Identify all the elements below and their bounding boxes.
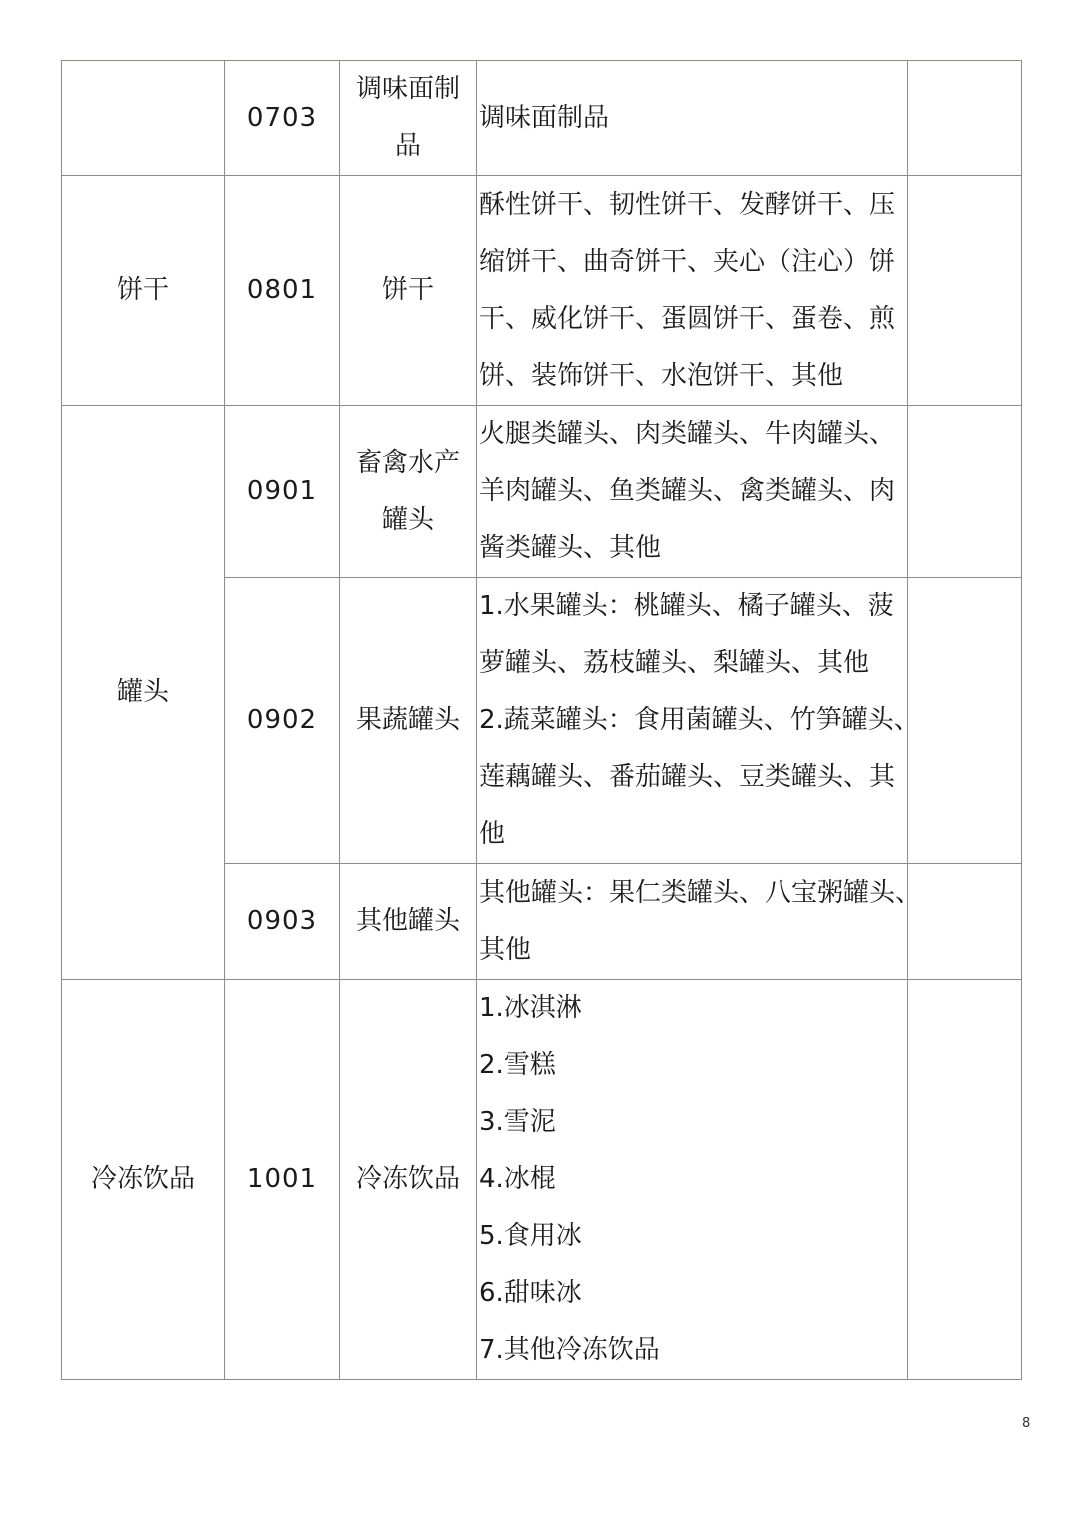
table-row [62,980,1022,1380]
category-cell: 罐头 [62,406,225,980]
description-cell [477,176,908,406]
description-line: 2.蔬菜罐头：食用菌罐头、竹笋罐头、 [479,705,920,735]
name-cell: 饼干 [340,176,477,406]
description-line: 莲藕罐头、番茄罐头、豆类罐头、其 [479,762,896,792]
table-row [62,61,1022,176]
description-line: 调味面制品 [479,102,610,133]
remarks-cell [908,61,1022,176]
description-line: 3.雪泥 [479,1107,556,1137]
description-line: 1.冰淇淋 [479,993,582,1023]
description-line: 其他 [479,934,532,965]
description-line: 萝罐头、荔枝罐头、梨罐头、其他 [479,648,870,678]
code-cell: 0801 [225,176,340,406]
category-cell: 冷冻饮品 [62,980,225,1380]
code-cell: 0902 [225,578,340,864]
description-cell [477,61,908,176]
table-row [62,176,1022,406]
description-line: 2.雪糕 [479,1050,556,1080]
description-line: 羊肉罐头、鱼类罐头、禽类罐头、肉 [479,476,896,506]
name-cell: 其他罐头 [340,864,477,980]
description-line: 火腿类罐头、肉类罐头、牛肉罐头、 [479,419,896,449]
description-cell [477,864,922,980]
description-line: 5.食用冰 [479,1221,582,1251]
name-cell: 果蔬罐头 [340,578,477,864]
category-cell: 饼干 [62,176,225,406]
description-cell [477,578,920,864]
description-cell [477,406,908,578]
description-line: 4.冰棍 [479,1164,556,1194]
name-cell: 冷冻饮品 [340,980,477,1380]
description-line: 干、威化饼干、蛋圆饼干、蛋卷、煎 [479,303,896,334]
description-line: 6.甜味冰 [479,1278,582,1308]
description-line: 饼、装饰饼干、水泡饼干、其他 [479,360,844,391]
remarks-cell [908,406,1022,578]
description-cell [477,980,908,1380]
remarks-cell [908,864,1022,980]
description-line: 1.水果罐头：桃罐头、橘子罐头、菠 [479,591,894,621]
category-cell [62,61,225,176]
description-line: 他 [479,819,506,849]
description-line: 酱类罐头、其他 [479,533,662,563]
remarks-cell [908,176,1022,406]
table-row [62,406,1022,578]
code-cell: 0901 [225,406,340,578]
code-cell: 1001 [225,980,340,1380]
remarks-cell [908,980,1022,1380]
food-category-table [61,60,1022,1380]
description-line: 7.其他冷冻饮品 [479,1335,660,1365]
description-line: 酥性饼干、韧性饼干、发酵饼干、压 [479,189,896,220]
code-cell: 0703 [225,61,340,176]
name-cell: 畜禽水产罐头 [340,406,477,578]
remarks-cell [908,578,1022,864]
description-line: 缩饼干、曲奇饼干、夹心（注心）饼 [479,246,896,277]
name-cell: 调味面制品 [340,61,477,176]
description-line: 其他罐头：果仁类罐头、八宝粥罐头、 [479,877,922,908]
page-number: 8 [1022,1416,1031,1431]
code-cell: 0903 [225,864,340,980]
